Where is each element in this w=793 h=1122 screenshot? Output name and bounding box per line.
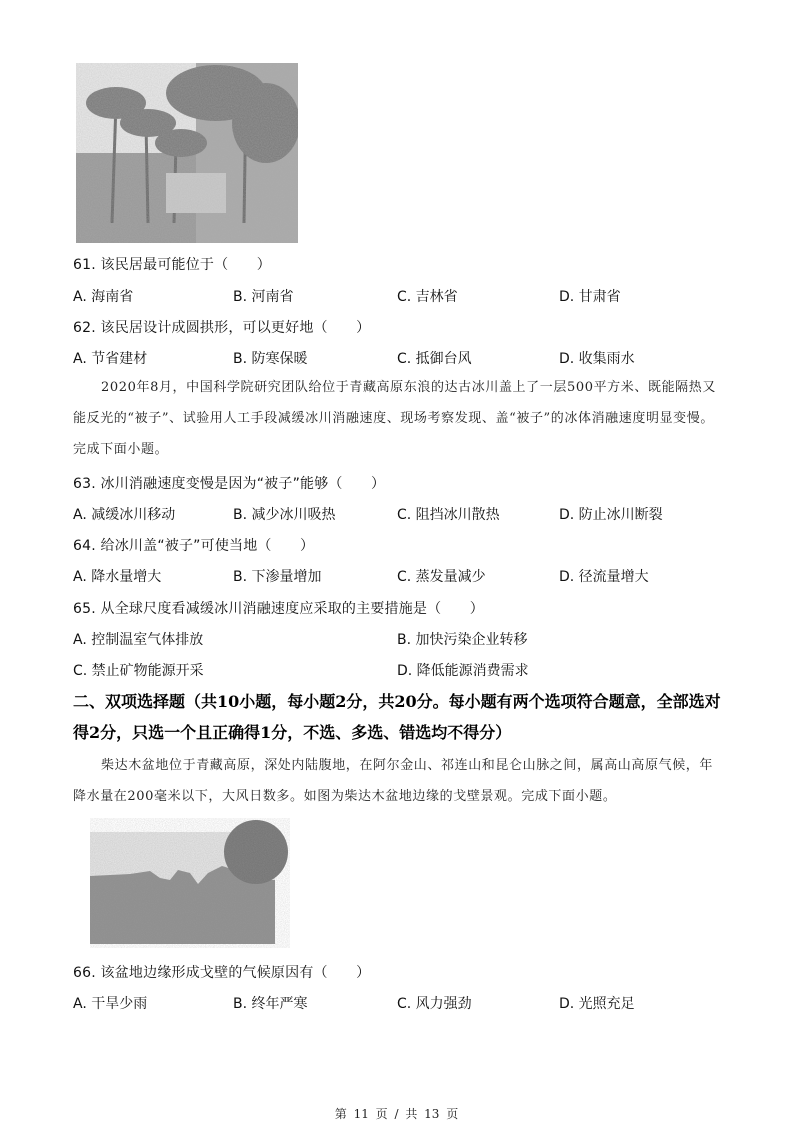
option-64-b[interactable]: B. 下渗量增加 bbox=[233, 569, 322, 585]
option-61-b[interactable]: B. 河南省 bbox=[233, 289, 294, 305]
option-61-d[interactable]: D. 甘肃省 bbox=[559, 289, 621, 305]
option-65-b[interactable]: B. 加快污染企业转移 bbox=[397, 632, 528, 648]
option-61-a[interactable]: A. 海南省 bbox=[73, 289, 134, 305]
option-65-d[interactable]: D. 降低能源消费需求 bbox=[397, 663, 529, 679]
option-66-a[interactable]: A. 干旱少雨 bbox=[73, 996, 148, 1012]
option-66-c[interactable]: C. 风力强劲 bbox=[397, 996, 472, 1012]
option-63-c[interactable]: C. 阻挡冰川散热 bbox=[397, 507, 500, 523]
option-62-d[interactable]: D. 收集雨水 bbox=[559, 351, 635, 367]
option-66-b[interactable]: B. 终年严寒 bbox=[233, 996, 308, 1012]
option-64-d[interactable]: D. 径流量增大 bbox=[559, 569, 649, 585]
question-stem: 给冰川盖“被子”可使当地（ ） bbox=[100, 538, 315, 554]
glacier-passage: 2020年8月，中国科学院研究团队给位于青藏高原东浪的达古冰川盖上了一层500平方米、既能隔热又能反光的“被子”、试验用人工手段减缓冰川消融速度、现场考察发现、盖“被子”的冰体消融速度明显变慢。完成下面小题。 bbox=[73, 380, 716, 457]
question-65 bbox=[73, 598, 484, 618]
question-61 bbox=[73, 254, 271, 274]
page-footer: 第 11 页 / 共 13 页 bbox=[334, 1107, 459, 1121]
option-64-a[interactable]: A. 降水量增大 bbox=[73, 569, 162, 585]
question-63 bbox=[73, 473, 385, 493]
question-number: 61. bbox=[73, 257, 96, 273]
option-66-d[interactable]: D. 光照充足 bbox=[559, 996, 635, 1012]
question-stem: 从全球尺度看减缓冰川消融速度应采取的主要措施是（ ） bbox=[100, 601, 484, 617]
option-62-b[interactable]: B. 防寒保暖 bbox=[233, 351, 308, 367]
question-number: 66. bbox=[73, 965, 96, 981]
question-stem: 冰川消融速度变慢是因为“被子”能够（ ） bbox=[100, 476, 386, 492]
question-number: 63. bbox=[73, 476, 96, 492]
question-stem: 该盆地边缘形成戈壁的气候原因有（ ） bbox=[100, 965, 371, 981]
option-65-c[interactable]: C. 禁止矿物能源开采 bbox=[73, 663, 204, 679]
option-62-a[interactable]: A. 节省建材 bbox=[73, 351, 148, 367]
question-stem: 该民居最可能位于（ ） bbox=[100, 257, 271, 273]
gobi-landscape-photo bbox=[90, 818, 290, 948]
question-64 bbox=[73, 535, 314, 555]
section-heading-double-choice: 二、双项选择题（共10小题，每小题2分，共20分。每小题有两个选项符合题意，全部选对得2分，只选一个且正确得1分，不选、多选、错选均不得分） bbox=[73, 692, 721, 742]
qaidam-passage: 柴达木盆地位于青藏高原，深处内陆腹地，在阿尔金山、祁连山和昆仑山脉之间，属高山高原气候，年降水量在200毫米以下，大风日数多。如图为柴达木盆地边缘的戈壁景观。完成下面小题。 bbox=[73, 758, 714, 804]
option-61-c[interactable]: C. 吉林省 bbox=[397, 289, 458, 305]
question-66 bbox=[73, 962, 370, 982]
question-number: 64. bbox=[73, 538, 96, 554]
question-stem: 该民居设计成圆拱形，可以更好地（ ） bbox=[100, 320, 371, 336]
question-number: 62. bbox=[73, 320, 96, 336]
option-64-c[interactable]: C. 蒸发量减少 bbox=[397, 569, 486, 585]
option-63-d[interactable]: D. 防止冰川断裂 bbox=[559, 507, 663, 523]
option-65-a[interactable]: A. 控制温室气体排放 bbox=[73, 632, 204, 648]
tropical-dwelling-photo bbox=[76, 63, 298, 243]
option-63-a[interactable]: A. 减缓冰川移动 bbox=[73, 507, 176, 523]
question-62 bbox=[73, 317, 370, 337]
option-63-b[interactable]: B. 减少冰川吸热 bbox=[233, 507, 336, 523]
question-number: 65. bbox=[73, 601, 96, 617]
option-62-c[interactable]: C. 抵御台风 bbox=[397, 351, 472, 367]
